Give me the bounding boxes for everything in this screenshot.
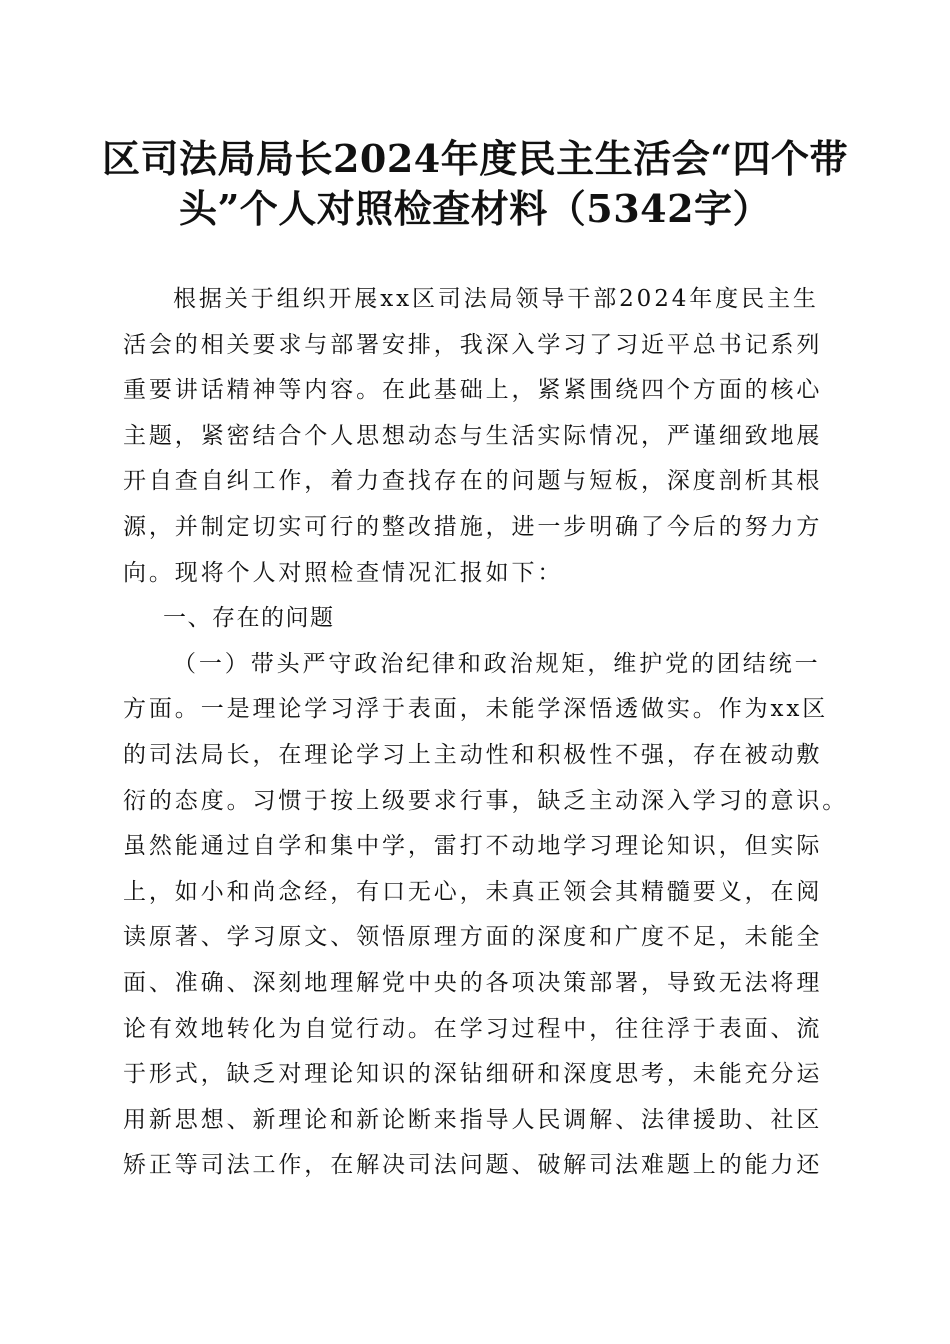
paragraph-line: 重要讲话精神等内容。在此基础上，紧紧围绕四个方面的核心 (123, 377, 823, 404)
paragraph-line: 面、准确、深刻地理解党中央的各项决策部署，导致无法将理 (123, 969, 823, 996)
paragraph-line: 方面。一是理论学习浮于表面，未能学深悟透做实。作为xx区 (123, 696, 829, 723)
paragraph-line: 开自查自纠工作，着力查找存在的问题与短板，深度剖析其根 (123, 468, 823, 495)
document-title (100, 134, 850, 234)
paragraph-line: 上，如小和尚念经，有口无心，未真正领会其精髓要义，在阅 (123, 878, 823, 905)
section-heading: 一、存在的问题 (163, 605, 335, 632)
paragraph-line: 虽然能通过自学和集中学，雷打不动地学习理论知识，但实际 (123, 833, 823, 860)
paragraph-line: 活会的相关要求与部署安排，我深入学习了习近平总书记系列 (123, 331, 823, 358)
paragraph-line: 源，并制定切实可行的整改措施，进一步明确了今后的努力方 (123, 513, 823, 540)
paragraph-line: 用新思想、新理论和新论断来指导人民调解、法律援助、社区 (123, 1106, 823, 1133)
title-line: 区司法局局长2024年度民主生活会“四个带 (101, 136, 849, 181)
paragraph-line: 的司法局长，在理论学习上主动性和积极性不强，存在被动敷 (123, 741, 823, 768)
title-line: 头”个人对照检查材料（5342字） (178, 186, 772, 231)
document-body (123, 277, 849, 1189)
paragraph-line: 论有效地转化为自觉行动。在学习过程中，往往浮于表面、流 (123, 1015, 823, 1042)
paragraph-line: （一）带头严守政治纪律和政治规矩，维护党的团结统一 (173, 650, 821, 677)
paragraph-line: 于形式，缺乏对理论知识的深钻细研和深度思考，未能充分运 (123, 1061, 823, 1088)
intro-paragraph (123, 277, 829, 596)
subsection-paragraph (123, 642, 849, 1189)
paragraph-line: 根据关于组织开展xx区司法局领导干部2024年度民主生 (173, 286, 819, 312)
paragraph-line: 主题，紧密结合个人思想动态与生活实际情况，严谨细致地展 (123, 422, 823, 449)
paragraph-line: 向。现将个人对照检查情况汇报如下： (123, 559, 564, 586)
paragraph-line: 矫正等司法工作，在解决司法问题、破解司法难题上的能力还 (123, 1152, 823, 1179)
paragraph-line: 衍的态度。习惯于按上级要求行事，缺乏主动深入学习的意识。 (123, 787, 849, 814)
paragraph-line: 读原著、学习原文、领悟原理方面的深度和广度不足，未能全 (123, 924, 823, 951)
